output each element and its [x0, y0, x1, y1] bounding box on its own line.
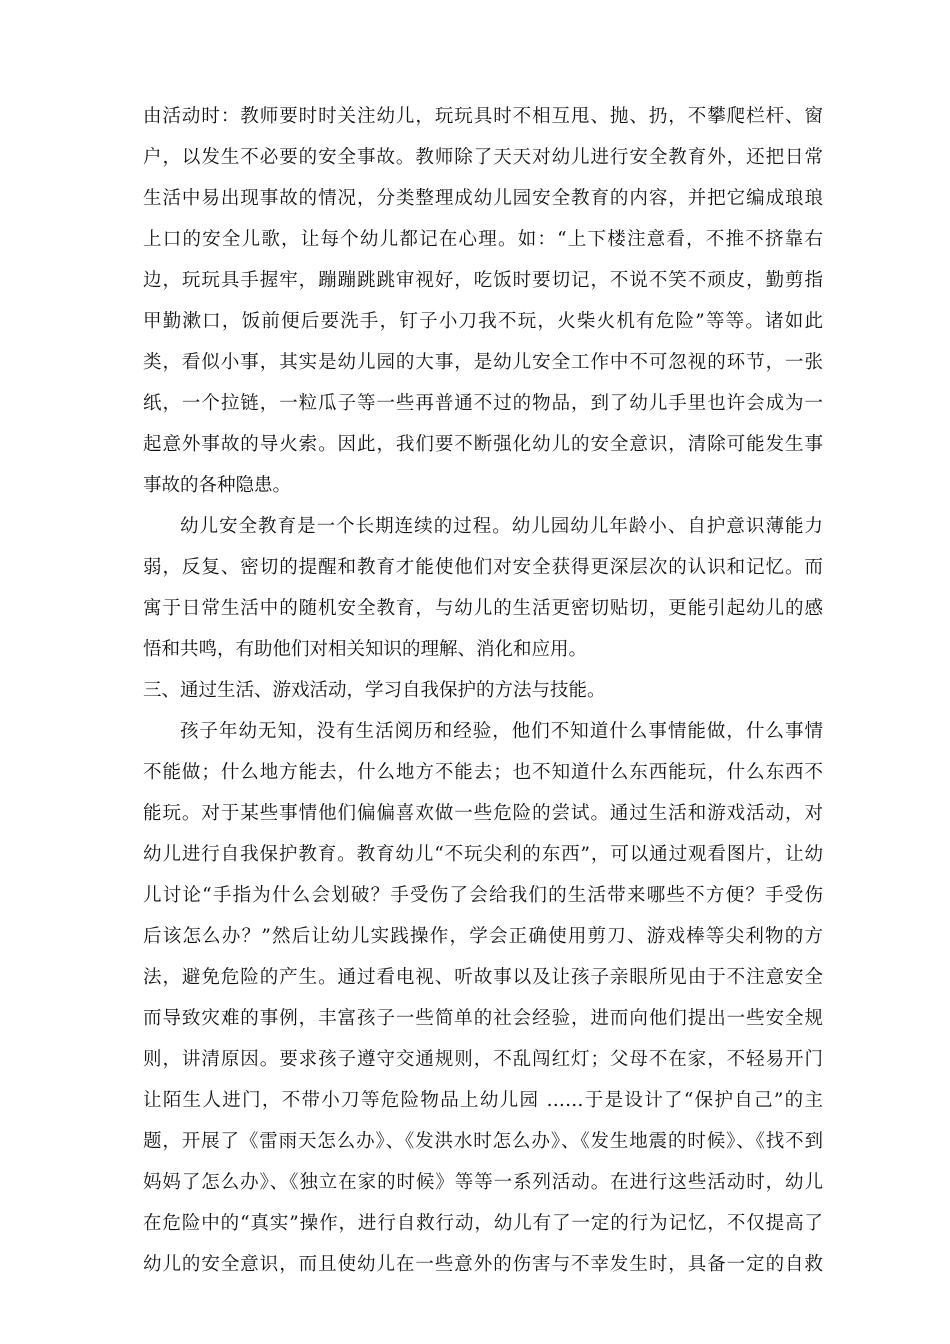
- text-line: 起意外事故的导火索。因此，我们要不断强化幼儿的安全意识，清除可能发生事: [143, 434, 823, 455]
- text-line: 纸，一个拉链，一粒瓜子等一些再普通不过的物品，到了幼儿手里也许会成为一: [143, 393, 823, 414]
- text-line: 悟和共鸣，有助他们对相关知识的理解、消化和应用。: [143, 639, 588, 660]
- text-line: 而导致灾难的事例，丰富孩子一些简单的社会经验，进而向他们提出一些安全规: [143, 1008, 823, 1029]
- text-line: 上口的安全儿歌，让每个幼儿都记在心理。如：“上下楼注意看，不推不挤靠右: [143, 229, 823, 250]
- text-line: 三、通过生活、游戏活动，学习自我保护的方法与技能。: [143, 680, 606, 701]
- text-line: 类，看似小事，其实是幼儿园的大事，是幼儿安全工作中不可忽视的环节，一张: [143, 352, 823, 373]
- text-line: 能玩。对于某些事情他们偏偏喜欢做一些危险的尝试。通过生活和游戏活动，对: [143, 803, 823, 824]
- text-line: 则，讲清原因。要求孩子遵守交通规则，不乱闯红灯；父母不在家，不轻易开门: [143, 1049, 823, 1070]
- text-line: 妈妈了怎么办》、《独立在家的时候》等等一系列活动。在进行这些活动时，幼儿: [143, 1172, 823, 1193]
- text-line: 事故的各种隐患。: [143, 475, 292, 496]
- text-line: 在危险中的“真实”操作，进行自救行动，幼儿有了一定的行为记忆，不仅提高了: [143, 1213, 823, 1234]
- text-line: 边，玩玩具手握牢，蹦蹦跳跳审视好，吃饭时要切记，不说不笑不顽皮，勤剪指: [143, 270, 823, 291]
- document-body: [143, 96, 823, 1285]
- text-line: 幼儿的安全意识，而且使幼儿在一些意外的伤害与不幸发生时，具备一定的自救: [143, 1254, 823, 1275]
- text-line: 不能做；什么地方能去，什么地方不能去；也不知道什么东西能玩，什么东西不: [143, 762, 823, 783]
- text-line: 生活中易出现事故的情况，分类整理成幼儿园安全教育的内容，并把它编成琅琅: [143, 188, 823, 209]
- text-line: 后该怎么办？”然后让幼儿实践操作，学会正确使用剪刀、游戏棒等尖利物的方: [143, 926, 823, 947]
- text-line: 孩子年幼无知，没有生活阅历和经验，他们不知道什么事情能做，什么事情: [180, 721, 823, 742]
- text-line: 儿讨论“手指为什么会划破？手受伤了会给我们的生活带来哪些不方便？手受伤: [143, 885, 823, 906]
- text-line: 让陌生人进门，不带小刀等危险物品上幼儿园 ……于是设计了“保护自己”的主: [143, 1090, 823, 1111]
- text-line: 由活动时：教师要时时关注幼儿，玩玩具时不相互甩、抛、扔，不攀爬栏杆、窗: [143, 106, 823, 127]
- text-line: 题，开展了《雷雨天怎么办》、《发洪水时怎么办》、《发生地震的时候》、《找不到: [143, 1131, 823, 1152]
- text-line: 寓于日常生活中的随机安全教育，与幼儿的生活更密切贴切，更能引起幼儿的感: [143, 598, 823, 619]
- text-line: 甲勤漱口，饭前便后要洗手，钉子小刀我不玩，火柴火机有危险”等等。诸如此: [143, 311, 823, 332]
- text-line: 户，以发生不必要的安全事故。教师除了天天对幼儿进行安全教育外，还把日常: [143, 147, 823, 168]
- text-line: 幼儿进行自我保护教育。教育幼儿“不玩尖利的东西”，可以通过观看图片，让幼: [143, 844, 823, 865]
- text-line: 法，避免危险的产生。通过看电视、听故事以及让孩子亲眼所见由于不注意安全: [143, 967, 823, 988]
- text-line: 弱，反复、密切的提醒和教育才能使他们对安全获得更深层次的认识和记忆。而: [143, 557, 823, 578]
- text-line: 幼儿安全教育是一个长期连续的过程。幼儿园幼儿年龄小、自护意识薄能力: [180, 516, 823, 537]
